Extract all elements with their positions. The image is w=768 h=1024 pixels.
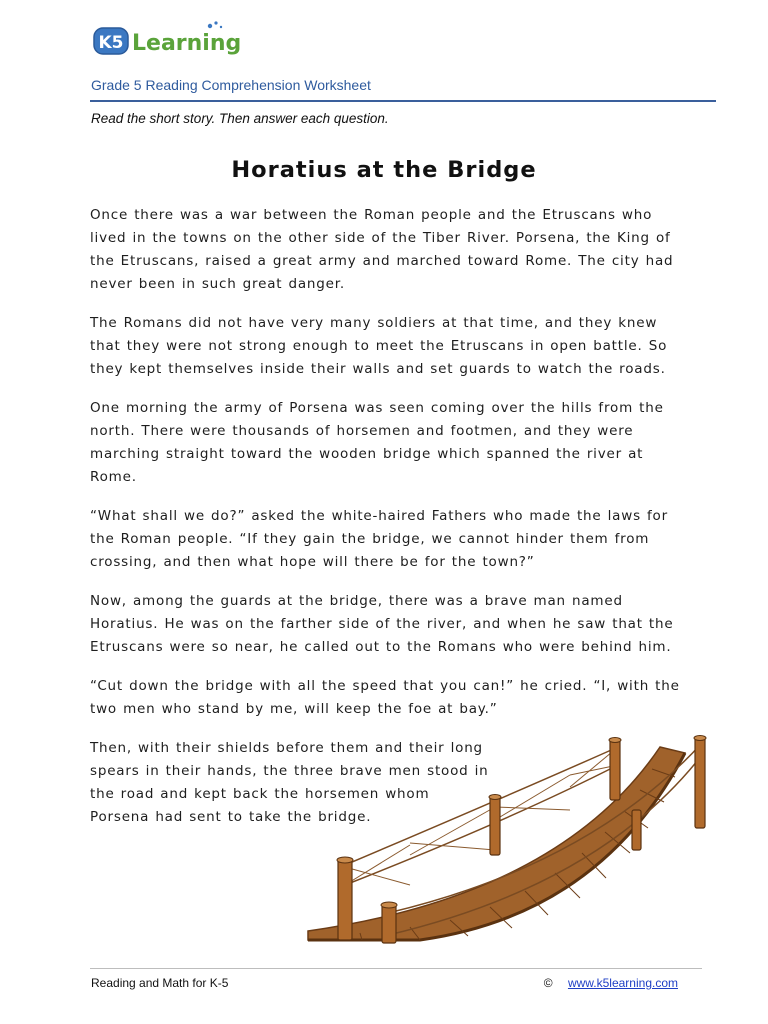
wooden-bridge-illustration	[300, 735, 720, 950]
story-paragraph: “What shall we do?” asked the white-haired Fathers who made the laws for the Roman people. “If they gain the bridge, we cannot hinder them from crossing, and then what hope will there be for the town?”	[90, 508, 668, 570]
story-paragraph: The Romans did not have very many soldiers at that time, and they knew that they were not strong enough to meet the Etruscans in open battle. So they kept themselves inside their walls and set guards to watch the roads.	[90, 315, 668, 377]
story-paragraph: Then, with their shields before them and their long spears in their hands, the three brave men stood in the road and kept back the horsemen whom Porsena had sent to take the bridge.	[90, 740, 489, 825]
copyright-symbol: ©	[543, 976, 553, 990]
story-title: Horatius at the Bridge	[231, 157, 537, 183]
footer-divider	[90, 968, 702, 969]
story-paragraph: One morning the army of Porsena was seen coming over the hills from the north. There were thousands of horsemen and footmen, and they were marching straight toward the wooden bridge which spanned the river at Rome.	[90, 400, 664, 485]
svg-text:Learning: Learning	[132, 31, 242, 56]
svg-text:K5: K5	[98, 33, 124, 53]
k5learning-link[interactable]: www.k5learning.com	[567, 976, 678, 990]
footer-credit	[544, 976, 678, 990]
story-paragraph: Now, among the guards at the bridge, there was a brave man named Horatius. He was on the farther side of the river, and when he saw that the Etruscans were so near, he called out to the Romans who were behind him.	[90, 593, 674, 655]
story-paragraph: Once there was a war between the Roman people and the Etruscans who lived in the towns on the other side of the Tiber River. Porsena, the King of the Etruscans, raised a great army and marched toward Rome. The city had never been in such great danger.	[90, 207, 674, 292]
instructions-text: Read the short story. Then answer each question.	[91, 111, 389, 126]
header-divider	[90, 100, 716, 102]
k5-learning-logo	[92, 20, 262, 60]
footer-tagline: Reading and Math for K-5	[91, 976, 229, 990]
story-paragraph: “Cut down the bridge with all the speed that you can!” he cried. “I, with the two men who stand by me, will keep the foe at bay.”	[90, 678, 680, 717]
worksheet-header: Grade 5 Reading Comprehension Worksheet	[91, 77, 371, 93]
